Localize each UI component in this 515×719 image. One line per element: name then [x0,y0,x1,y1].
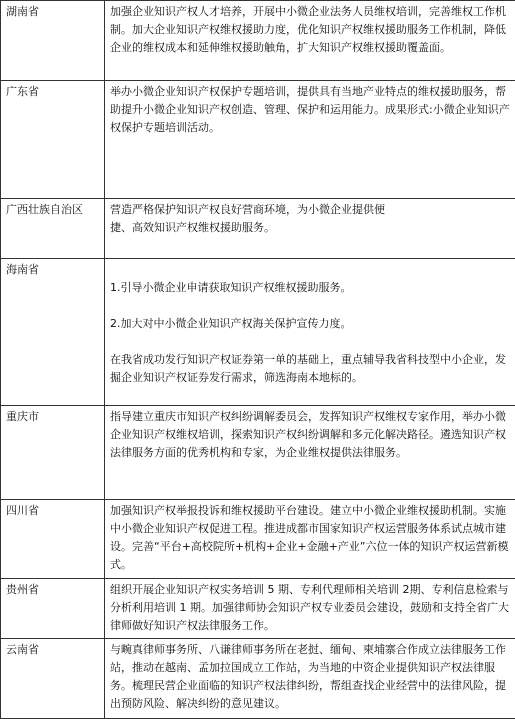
content-line: 2.加大对中小微企业知识产权海关保护宣传力度。 [110,315,511,333]
content-cell: 与畹真律师事务所、八谦律师事务所在老挝、缅甸、柬埔寨合作成立法律服务工作站，推动在越南、孟加拉国成立工作站，为当地的中资企业提供知识产权法律服务。梳理民营企业面临的知识产权法律纠纷，帮组查找企业经营中的法律风险，提出预防风险、解决纠纷的意见建议。 [105,639,515,719]
table-row [1,81,515,199]
region-cell: 重庆市 [1,406,105,500]
content-cell: 营造严格保护知识产权良好营商环境，为小微企业提供便 捷、高效知识产权维权援助服务。 [105,199,515,259]
table-row [1,259,515,406]
content-line: 在我省成功发行知识产权证券第一单的基础上，重点辅导我省科技型中小企业，发掘企业知识产权证券发行需求，筛选海南本地标的。 [110,351,511,387]
content-cell: 组织开展企业知识产权实务培训 5 期、专利代理师相关培训 2期、专利信息检索与分析利用培训 1 期。加强律师协会知识产权专业委员会建设，鼓励和支持全省广大律师做好知识产权法律服务工作。 [105,579,515,639]
region-cell: 湖南省 [1,1,105,81]
content-cell: 指导建立重庆市知识产权纠纷调解委员会，发挥知识产权维权专家作用，举办小微企业知识产权维权培训，探索知识产权纠纷调解和多元化解决路径。遴选知识产权法律服务方面的优秀机构和专家，为企业维权提供法律服务。 [105,406,515,500]
content-cell: 举办小微企业知识产权保护专题培训，提供具有当地产业特点的维权援助服务，帮助提升小微企业知识产权创造、管理、保护和运用能力。成果形式:小微企业知识产权保护专题培训活动。 [105,81,515,199]
table-row [1,406,515,500]
content-cell [105,259,515,406]
region-cell: 云南省 [1,639,105,719]
content-cell: 加强知识产权举报投诉和维权援助平台建设。建立中小微企业维权援助机制。实施中小微企业知识产权促进工程。推进成都市国家知识产权运营服务体系试点城市建设。完善“平台+高校院所+机构+企业+金融+产业”六位一体的知识产权运营新模式。 [105,500,515,579]
content-line: 1.引导小微企业申请获取知识产权维权援助服务。 [110,279,511,297]
region-cell: 广东省 [1,81,105,199]
content-cell: 加强企业知识产权人才培养，开展中小微企业法务人员维权培训，完善维权工作机制。加大企业知识产权维权援助力度，优化知识产权维权援助服务工作机制，降低企业的维权成本和延伸维权援助触角，扩大知识产权维权援助覆盖面。 [105,1,515,81]
table-row [1,500,515,579]
region-cell: 贵州省 [1,579,105,639]
region-cell: 四川省 [1,500,105,579]
table-row [1,199,515,259]
table-row [1,639,515,719]
table-row [1,1,515,81]
table-row [1,579,515,639]
region-cell: 海南省 [1,259,105,406]
region-cell: 广西壮族自治区 [1,199,105,259]
